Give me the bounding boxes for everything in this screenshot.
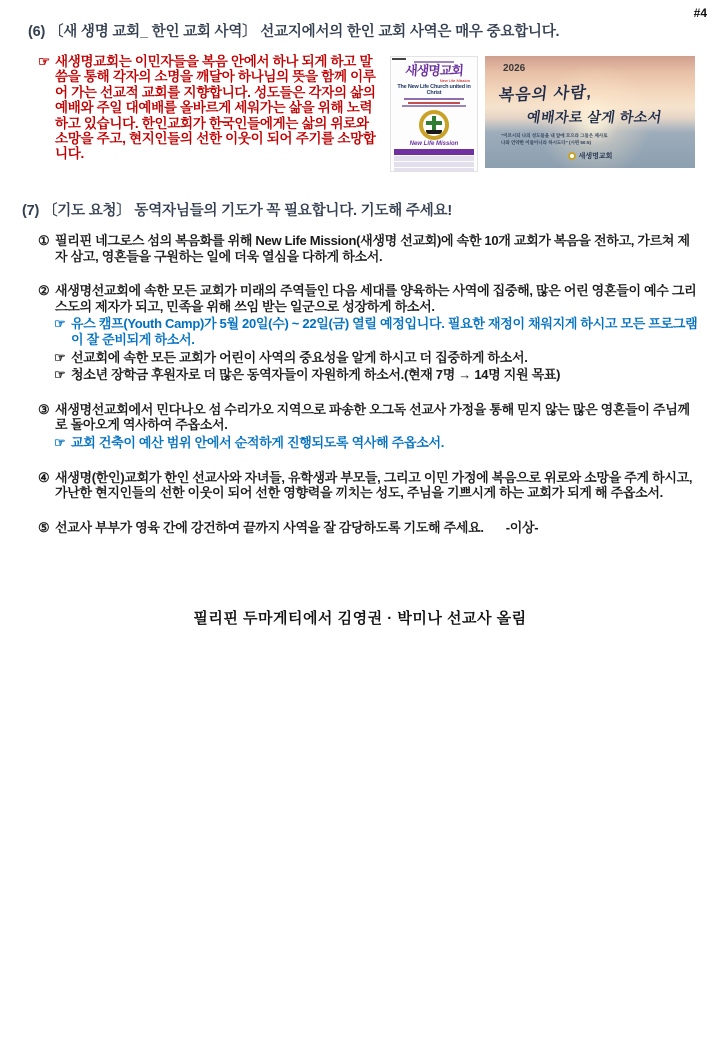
pointing-hand-icon: ☞ [38,54,50,69]
item-number: ② [38,283,50,299]
prayer-item-5 [38,520,698,536]
end-mark: -이상- [505,519,539,535]
poster-calligraphy-line1: 복음의 사람, [497,84,594,105]
section6-heading: (6) 〔새 생명 교회_ 한인 교회 사역〕 선교지에서의 한인 교회 사역은 매우 중요합니다. [28,24,560,40]
vision-poster-image [485,56,695,168]
item-text: 필리핀 네그로스 섬의 복음화를 위해 New Life Mission(새생명 선교회)에 속한 10개 교회가 복음을 전하고, 가르쳐 제자 삼고, 영혼들을 구원하는 일에 더욱 열심을 다하게 하소서. [55,233,690,264]
item-text: 새생명(한인)교회가 한인 선교사와 자녀들, 유학생과 부모들, 그리고 이민 가정에 복음으로 위로와 소망을 주게 하시고, 가난한 현지인들의 선한 이웃이 되어 선한 영향력을 끼치는 성도, 주님을 기쁘시게 하는 교회가 되게 해 주옵소서. [55,469,693,501]
section6-paragraph-text: 새생명교회는 이민자들을 복음 안에서 하나 되게 하고 말씀을 통해 각자의 소명을 깨달아 하나님의 뜻을 함께 이루어 가는 선교적 교회를 지향합니다. 성도들은 각자의 삶의 예배와 주일 대예배를 올바르게 세워가는 삶을 위해 노력하고 있습니다. 한인교회가 한국인들에게는 삶의 위로와 소망을 주고, 현지인들의 선한 이웃이 되어 주기를 소망합니다. [55,54,376,162]
poster-scripture-quote: "이르시되 나의 성도들을 내 앞에 모으라 그들은 제사로 나와 언약한 이들이니라 하시도다" (시편 50:5) [501,133,608,145]
poster-church-logo: 새생명교회 [485,151,695,161]
flyer-mission-label: New Life Mission [409,141,459,147]
item-number: ① [38,233,50,248]
item-text: 새생명선교회에서 민다나오 섬 수리가오 지역으로 파송한 오그독 선교사 가정을 통해 믿지 않는 많은 영혼들이 주님께로 돌아오게 역사하여 주옵소서. [55,401,690,433]
item-number: ⑤ [38,519,50,535]
item-text: 선교사 부부가 영육 간에 강건하여 끝까지 사역을 잘 감당하도록 기도해 주세요. -이상- [55,519,539,535]
pointing-hand-icon: ☞ [54,349,66,365]
subitem-text: 교회 건축이 예산 범위 안에서 순적하게 진행되도록 역사해 주옵소서. [71,434,445,450]
section6-body [38,54,708,172]
prayer-item-1 [38,233,698,264]
prayer-subitem [54,435,698,451]
section7-heading: (7) 〔기도 요청〕 동역자님들의 기도가 꼭 필요합니다. 기도해 주세요! [22,203,452,219]
prayer-subitem [54,316,698,347]
flyer-title: 새생명교회 [404,63,464,78]
flyer-subtitle: The New Life Church united in Christ [397,84,471,96]
item-text: 새생명선교회에 속한 모든 교회가 미래의 주역들인 다음 세대를 양육하는 사역에 집중해, 많은 어린 영혼들이 예수 그리스도의 제자가 되고, 민족을 위해 쓰임 받는 일군으로 성장하게 하소서. [55,283,697,314]
poster-year: 2026 [503,63,526,74]
pointing-hand-icon: ☞ [54,316,66,332]
closing-signature: 필리핀 두마게티에서 김영권 · 박미나 선교사 올림 [193,610,527,628]
pointing-hand-icon: ☞ [54,367,66,383]
church-emblem-icon [419,110,449,140]
prayer-item-2 [38,283,698,383]
subitem-text: 청소년 장학금 후원자로 더 많은 동역자들이 자원하게 하소서.(현재 7명 → 14명 지원 목표) [71,367,561,383]
flyer-info-table-placeholder [394,149,474,172]
item-number: ③ [38,401,50,417]
subitem-text: 유스 캠프(Youth Camp)가 5월 20일(수) ~ 22일(금) 열릴 예정입니다. 필요한 재정이 채워지게 하시고 모든 프로그램이 잘 준비되게 하소서. [71,316,698,347]
page-number: #4 [693,6,707,20]
prayer-subitem [54,350,698,366]
church-flyer-image [390,56,478,172]
flyer-corner-stamp [392,58,406,60]
prayer-item-3 [38,402,698,451]
flyer-smalltext-placeholder [394,98,474,107]
prayer-list [38,233,698,535]
prayer-subitem [54,367,698,383]
flyer-subtitle-small: New Life Mission [439,78,470,83]
poster-calligraphy-line2: 예배자로 살게 하소서 [525,109,664,125]
pointing-hand-icon: ☞ [54,434,66,450]
section6-paragraph [38,54,383,162]
poster-logo-icon [568,152,576,160]
subitem-text: 선교회에 속한 모든 교회가 어린이 사역의 중요성을 알게 하시고 더 집중하게 하소서. [71,349,528,365]
item-number: ④ [38,469,50,485]
prayer-item-4 [38,470,698,501]
